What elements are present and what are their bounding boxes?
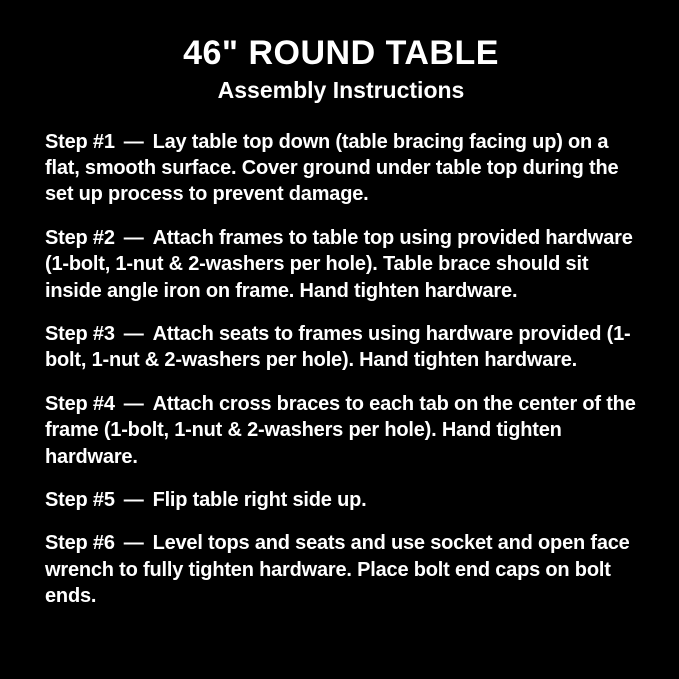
step-4 — [45, 391, 637, 470]
step-5-text: Flip table right side up. — [152, 488, 367, 511]
step-4-label: Step #4 — [45, 392, 115, 415]
poster-title: 46" ROUND TABLE — [183, 34, 499, 72]
step-2-separator: — — [123, 226, 144, 249]
step-1 — [45, 129, 637, 208]
step-6-label: Step #6 — [45, 532, 115, 555]
step-4-separator: — — [123, 392, 144, 415]
step-2-text: Attach frames to table top using provided hardware (1-bolt, 1-nut & 2-washers per hole). Table brace should sit inside angle iron on frame. Hand tighten hardware. — [45, 226, 633, 302]
step-3-label: Step #3 — [45, 323, 115, 346]
step-5-separator: — — [123, 488, 144, 511]
step-1-label: Step #1 — [45, 130, 115, 153]
step-3 — [45, 321, 637, 374]
step-6 — [45, 530, 637, 609]
step-3-separator: — — [123, 323, 144, 346]
step-1-separator: — — [123, 130, 144, 153]
step-2 — [45, 225, 637, 304]
step-6-text: Level tops and seats and use socket and open face wrench to fully tighten hardware. Place bolt end caps on bolt ends. — [45, 532, 630, 608]
step-3-text: Attach seats to frames using hardware provided (1-bolt, 1-nut & 2-washers per hole). Hand tighten hardware. — [45, 323, 631, 372]
step-6-separator: — — [123, 532, 144, 555]
poster-subtitle: Assembly Instructions — [217, 77, 465, 104]
poster-header — [45, 34, 637, 105]
step-1-text: Lay table top down (table bracing facing up) on a flat, smooth surface. Cover ground under table top during the set up process to prevent damage. — [45, 130, 619, 206]
steps-list — [45, 129, 637, 610]
step-2-label: Step #2 — [45, 226, 115, 249]
step-4-text: Attach cross braces to each tab on the center of the frame (1-bolt, 1-nut & 2-washers per hole). Hand tighten hardware. — [45, 392, 636, 468]
step-5-label: Step #5 — [45, 488, 115, 511]
step-5 — [45, 487, 637, 513]
